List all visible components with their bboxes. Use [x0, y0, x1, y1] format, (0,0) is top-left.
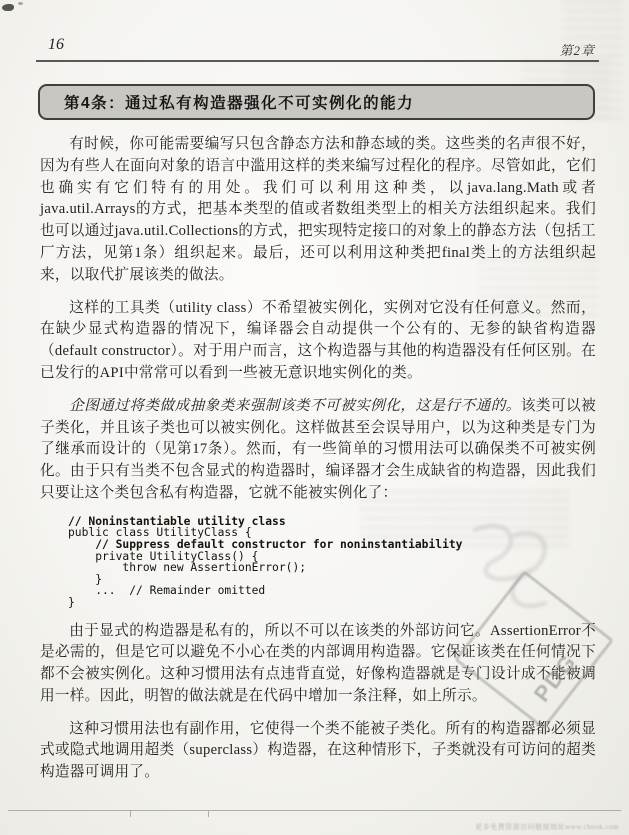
- paragraph-side-effect: 这种习惯用法也有副作用，它使得一个类不能被子类化。所有的构造器都必须显式或隐式地调用超类（superclass）构造器，在这种情形下，子类就没有可访问的超类构造器可调用了。: [40, 720, 596, 781]
- code-line: }: [68, 572, 103, 586]
- header-rule: [36, 60, 599, 62]
- code-line: // Suppress default constructor for noninstantiability: [68, 537, 463, 551]
- paragraph-abstract-class: [40, 396, 596, 505]
- paragraph-abstract-class-rest: 该类可以被子类化，并且该子类也可以被实例化。这样做甚至会误导用户，以为这种类是专门为了继承而设计的（见第17条）。然而，有一些简单的习惯用法可以确保类不可被实例化。由于只有当类不包含显式的构造器时，编译器才会生成缺省的构造器，因此我们只要让这个类包含私有构造器，它就不能被实例化了：: [40, 397, 596, 501]
- scan-artifact: [2, 4, 14, 11]
- scan-artifact: [208, 810, 209, 817]
- item-heading-bar: [38, 84, 595, 120]
- scan-artifact: [130, 810, 131, 817]
- code-line: private UtilityClass() {: [68, 549, 259, 563]
- paragraph-utility-class: 这样的工具类（utility class）不希望被实例化，实例对它没有任何意义。然而，在缺少显式构造器的情况下，编译器会自动提供一个公有的、无参的缺省构造器（default constructor）。对于用户而言，这个构造器与其他的构造器没有任何区别。在已发行的API中常常可以看到一些被无意识地实例化的类。: [40, 299, 596, 381]
- page-number: 16: [48, 36, 64, 53]
- scan-artifact: [18, 2, 23, 5]
- code-line: }: [68, 595, 75, 609]
- running-head: [38, 34, 597, 60]
- chapter-label: 第2章: [559, 43, 595, 58]
- emphasis-sentence: 企图通过将类做成抽象类来强制该类不可被实例化，这是行不通的。: [69, 397, 521, 414]
- bottom-rule: [8, 810, 621, 811]
- code-line: ... // Remainder omitted: [68, 584, 266, 598]
- footer-watermark-text: 更多免费资源访问链接地址www.chook.com: [475, 823, 619, 831]
- item-heading-text: 第4条：通过私有构造器强化不可实例化的能力: [64, 95, 415, 112]
- paragraph-private-constructor: 由于显式的构造器是私有的，所以不可以在该类的外部访问它。AssertionError不是必需的，但是它可以避免不小心在类的内部调用构造器。它保证该类在任何情况下都不会被实例化。这种习惯用法有点违背直觉，好像构造器就是专门设计成不能被调用一样。因此，明智的做法就是在代码中增加一条注释，如上所示。: [40, 622, 596, 704]
- code-listing-utilityclass: [68, 516, 596, 609]
- paragraph-intro: 有时候，你可能需要编写只包含静态方法和静态域的类。这些类的名声很不好，因为有些人在面向对象的语言中滥用这样的类来编写过程化的程序。尽管如此，它们也确实有它们特有的用处。我们可以利用这种类，以java.lang.Math或者java.util.Arrays的方式，把基本类型的值或者数组类型上的相关方法组织起来。我们也可以通过java.util.Collections的方式，把实现特定接口的对象上的静态方法（包括工厂方法，见第1条）组织起来。最后，还可以利用这种类把final类上的方法组织起来，以取代扩展该类的做法。: [40, 136, 596, 283]
- code-line: public class UtilityClass {: [68, 526, 252, 540]
- body-text: [40, 134, 596, 795]
- code-line: // Noninstantiable utility class: [68, 514, 286, 528]
- code-line: throw new AssertionError();: [68, 561, 307, 575]
- stamp-label: PDG: [529, 648, 583, 707]
